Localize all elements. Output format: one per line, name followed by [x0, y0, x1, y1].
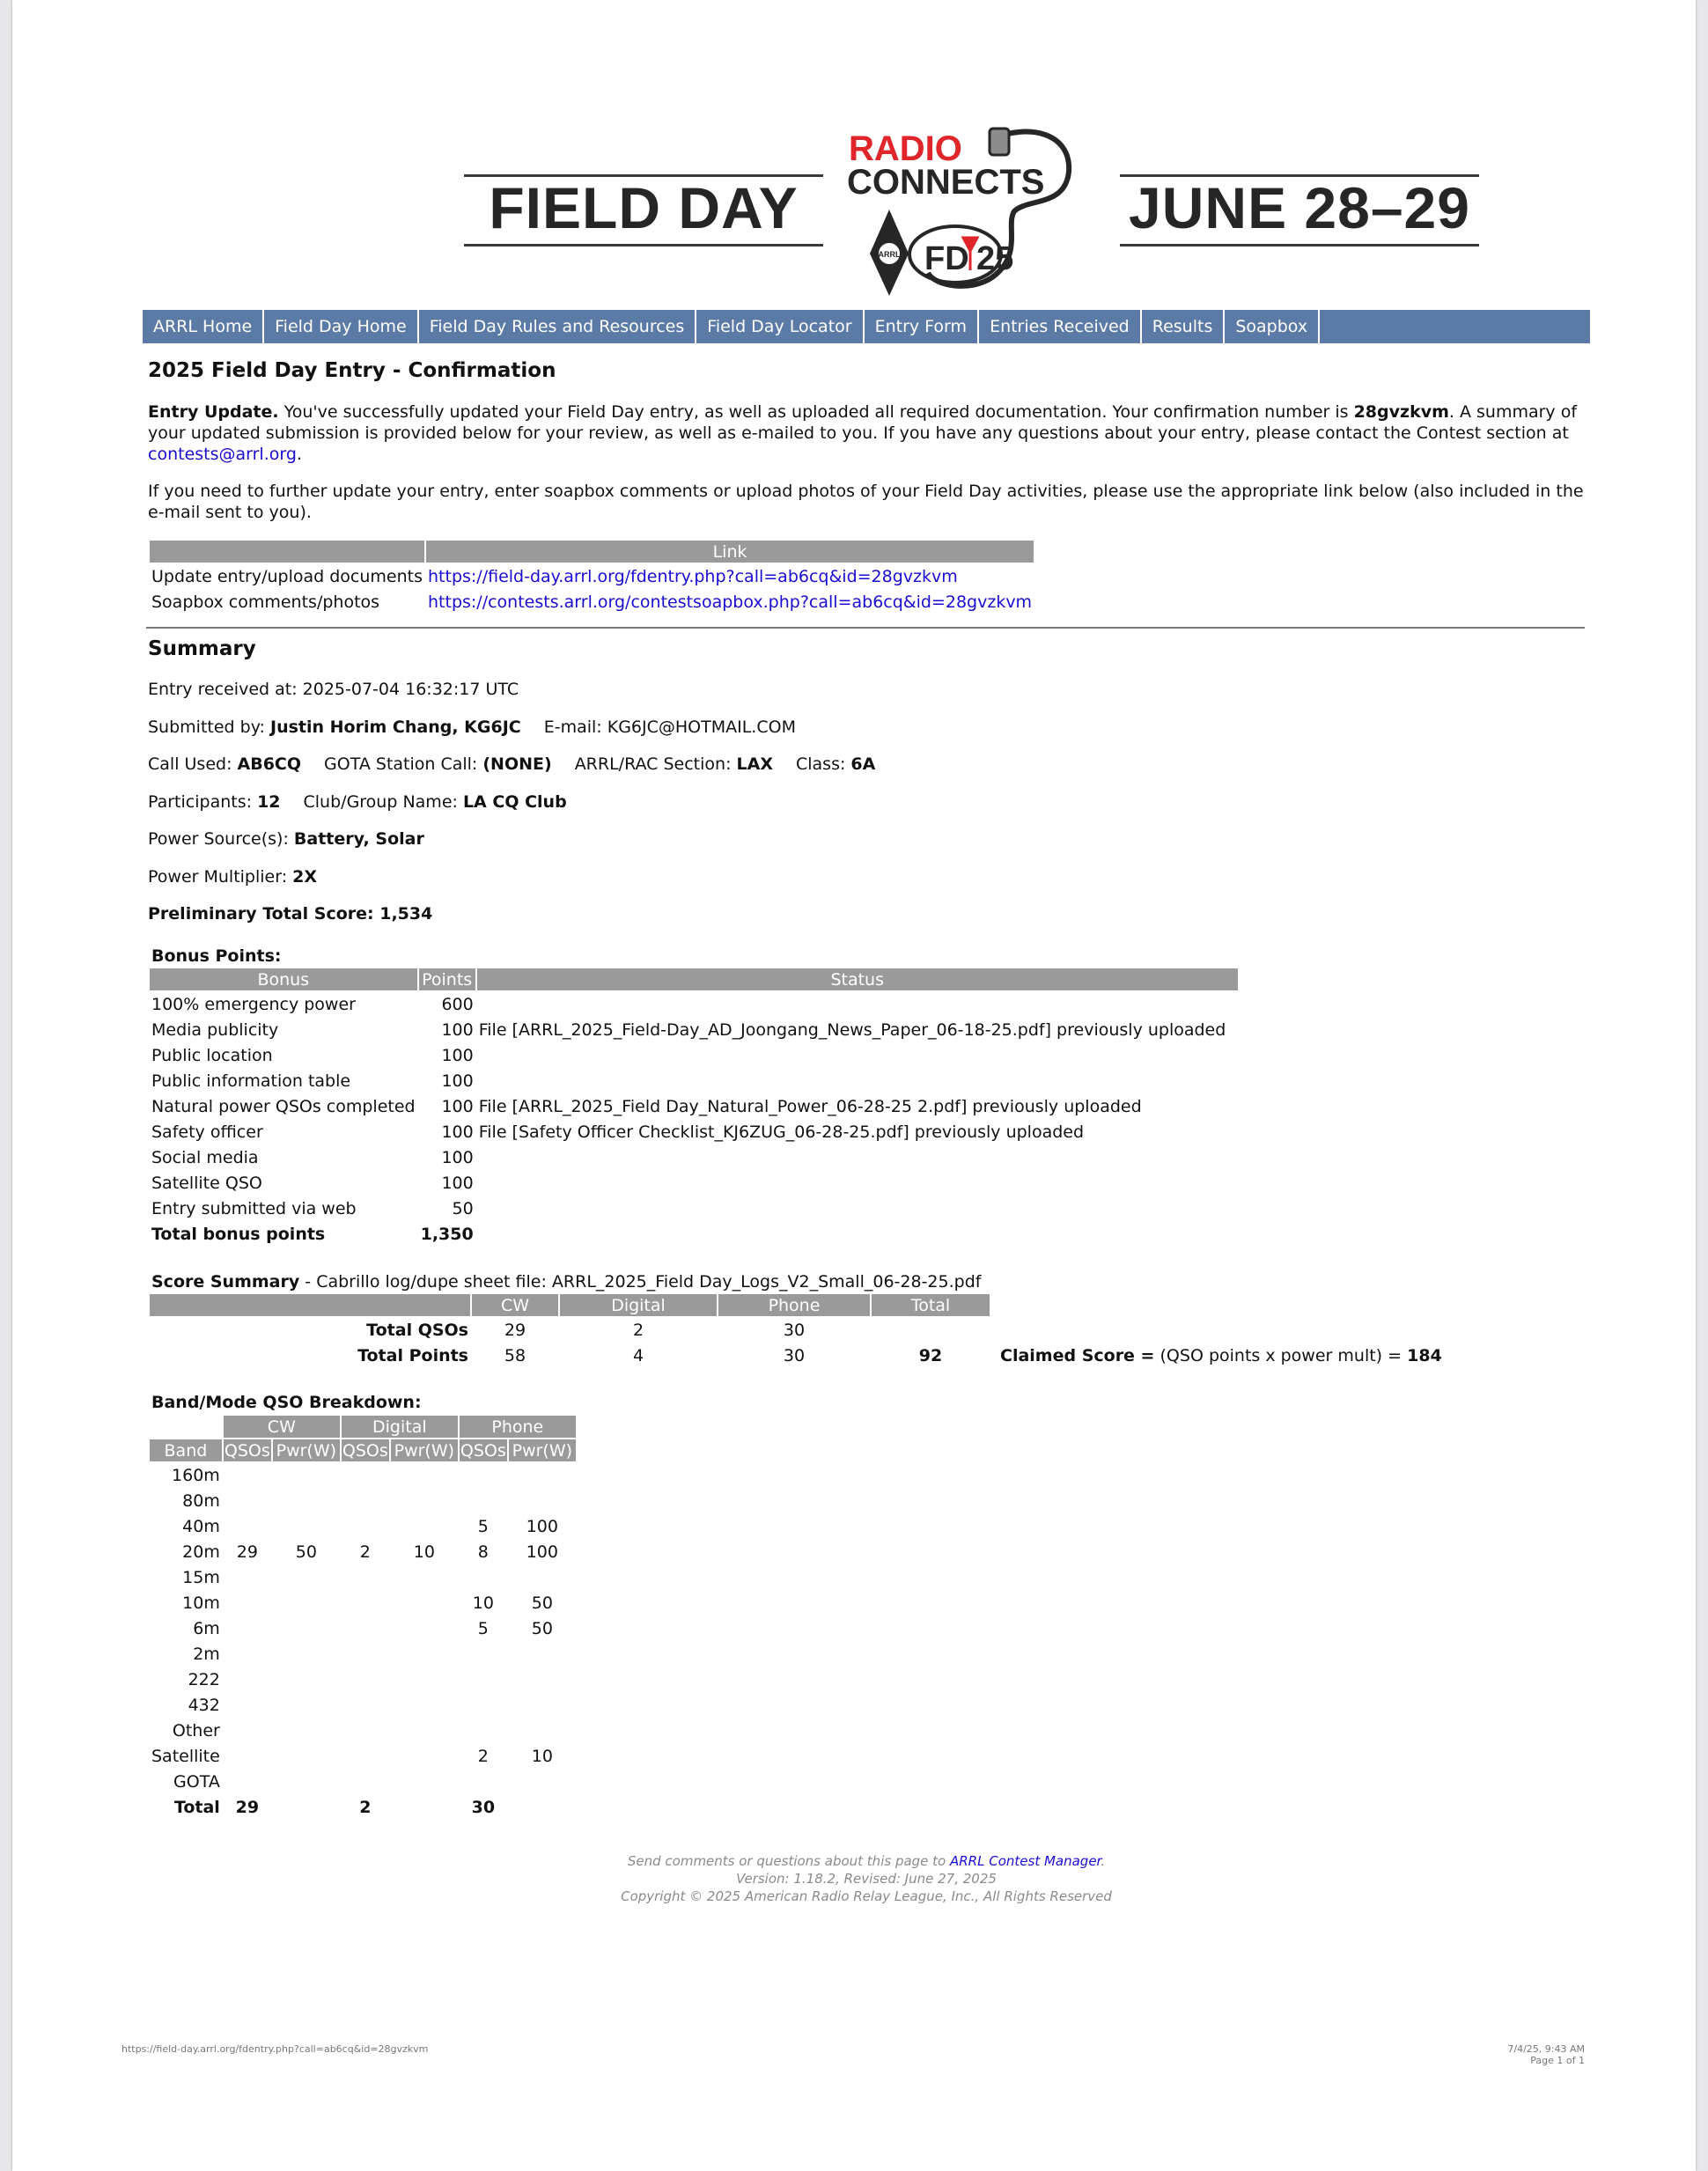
print-page-number: Page 1 of 1 [1530, 2055, 1585, 2066]
status-header: Status [477, 968, 1238, 990]
cw-header: CW [472, 1294, 558, 1316]
footer-version: Version: 1.18.2, Revised: June 27, 2025 [736, 1871, 997, 1887]
cell [273, 1693, 340, 1717]
print-url: https://field-day.arrl.org/fdentry.php?call=ab6cq&id=28gvzkvm [121, 2043, 429, 2055]
radio-connects-logo [838, 123, 1120, 299]
label: Entry received at: [148, 680, 303, 699]
band-header: Band [150, 1439, 222, 1461]
links-table [148, 539, 1035, 615]
cell [273, 1489, 340, 1512]
cell: 50 [295, 1542, 317, 1562]
phone-qsos: 30 [783, 1320, 806, 1340]
cell [391, 1489, 458, 1512]
link-label: Update entry/upload documents [151, 566, 423, 586]
bonus-status: File [ARRL_2025_Field Day_Natural_Power_06-28-25 2.pdf] previously uploaded [478, 1096, 1142, 1116]
cell [391, 1795, 458, 1819]
cell [342, 1667, 389, 1691]
logo-fd-text: FD [924, 240, 969, 277]
cell [224, 1693, 271, 1717]
band-mode-title: Band/Mode QSO Breakdown: [151, 1393, 422, 1412]
pwr-header: Pwr(W) [273, 1439, 340, 1461]
table-row [150, 590, 1034, 614]
cell [342, 1744, 389, 1768]
intro-paragraph [148, 401, 1585, 465]
qsos-header: QSOs [224, 1440, 270, 1461]
intro-paragraph-2: If you need to further update your entry, enter soapbox comments or upload photos of your Field Day activities, please use the appropriate link below (also included in the e-mail sent to you). [148, 482, 1584, 522]
band-cell: Other [172, 1720, 220, 1740]
bonus-status [477, 992, 1238, 1016]
cell [509, 1693, 576, 1717]
digital-points: 4 [632, 1345, 644, 1365]
cw-points: 58 [504, 1345, 526, 1365]
cell [342, 1718, 389, 1742]
cell: 8 [477, 1542, 489, 1562]
print-date-text: 7/4/25, 9:43 AM [1507, 2043, 1585, 2055]
cell: 5 [477, 1618, 489, 1638]
power-source-line [148, 829, 424, 849]
cell [509, 1770, 576, 1793]
label: Club/Group Name: [303, 792, 463, 812]
bonus-status [477, 1171, 1238, 1195]
digital-header: Digital [560, 1294, 717, 1316]
update-entry-link[interactable]: https://field-day.arrl.org/fdentry.php?call=ab6cq&id=28gvzkvm [428, 566, 958, 586]
score-summary-title [151, 1272, 981, 1292]
label: Participants: [148, 792, 258, 812]
score-summary-label: Score Summary [151, 1272, 300, 1292]
power-multiplier-value: 2X [292, 867, 318, 887]
label: E-mail: [543, 718, 607, 737]
table-row [150, 1120, 1238, 1144]
table-row [150, 1642, 576, 1666]
bonus-points: 600 [441, 994, 474, 1014]
table-row [150, 1343, 1453, 1367]
cell [509, 1463, 576, 1487]
bonus-name: Public information table [151, 1071, 351, 1091]
band-cell: GOTA [173, 1771, 220, 1792]
bonus-name: Satellite QSO [151, 1173, 262, 1193]
cell [273, 1770, 340, 1793]
summary-title: Summary [148, 637, 256, 660]
cell [273, 1591, 340, 1615]
cell [224, 1514, 271, 1538]
cell: 10 [413, 1542, 435, 1562]
submitter-email-value: KG6JC@HOTMAIL.COM [607, 718, 796, 737]
label: Call Used: [148, 754, 238, 774]
qsos-header: QSOs [342, 1440, 388, 1461]
band-cell: 222 [188, 1669, 220, 1689]
cell [342, 1616, 389, 1640]
cell [224, 1718, 271, 1742]
bonus-table [148, 967, 1240, 1247]
cell [391, 1667, 458, 1691]
score-table [148, 1292, 1454, 1369]
cell [342, 1642, 389, 1666]
bonus-name: Social media [151, 1147, 259, 1167]
cell [391, 1744, 458, 1768]
claimed-score [991, 1343, 1453, 1367]
bonus-name: Media publicity [151, 1019, 279, 1040]
cell [224, 1642, 271, 1666]
cell [391, 1565, 458, 1589]
table-row [150, 1591, 576, 1615]
gota-call-value: (NONE) [482, 754, 552, 774]
cell: 50 [531, 1618, 553, 1638]
bonus-points: 100 [441, 1071, 474, 1091]
bonus-points: 50 [452, 1198, 474, 1218]
table-row [150, 564, 1034, 588]
cell [342, 1489, 389, 1512]
cell [509, 1642, 576, 1666]
label: Submitted by: [148, 718, 271, 737]
intro-text: You've successfully updated your Field Day entry, as well as uploaded all required documentation. Your confirmation number is [278, 402, 1354, 422]
nav-field-day-locator[interactable]: Field Day Locator [696, 310, 864, 343]
banner-left-text: FIELD DAY [489, 175, 799, 240]
cell [342, 1591, 389, 1615]
table-row [150, 1540, 576, 1564]
footer-text: Send comments or questions about this page to [627, 1853, 950, 1869]
label: Power Source(s): [148, 829, 294, 849]
bonus-total-row [150, 1222, 1238, 1246]
page-footer [143, 1852, 1590, 1905]
cw-group-header: CW [224, 1416, 340, 1438]
submitted-by-line [148, 718, 796, 737]
bonus-header: Bonus [150, 968, 417, 990]
cell [509, 1718, 576, 1742]
bonus-points: 100 [441, 1045, 474, 1065]
cell [460, 1642, 507, 1666]
submitted-by-value: Justin Horim Chang, KG6JC [270, 718, 521, 737]
pwr-header: Pwr(W) [391, 1439, 458, 1461]
band-cell: 6m [193, 1618, 220, 1638]
participants-line [148, 792, 567, 812]
footer-line-1 [143, 1852, 1590, 1870]
cell [342, 1770, 389, 1793]
cell [273, 1667, 340, 1691]
band-cell: 2m [193, 1644, 220, 1664]
bonus-status [477, 1043, 1238, 1067]
total-points-label: Total Points [357, 1345, 468, 1365]
cell [391, 1616, 458, 1640]
cell [460, 1770, 507, 1793]
bonus-name: Natural power QSOs completed [151, 1096, 416, 1116]
claimed-score-text: (QSO points x power mult) = [1154, 1345, 1408, 1365]
band-cell: 160m [172, 1465, 220, 1485]
bonus-points: 100 [441, 1096, 474, 1116]
cell [460, 1718, 507, 1742]
footer-text: . [1101, 1853, 1106, 1869]
points-header: Points [419, 968, 475, 990]
bonus-name: Public location [151, 1045, 273, 1065]
bonus-status [477, 1069, 1238, 1093]
main-nav [143, 310, 1590, 343]
cell [391, 1693, 458, 1717]
preliminary-score: Preliminary Total Score: 1,534 [148, 904, 433, 924]
score-header-blank [150, 1294, 470, 1316]
cell [391, 1770, 458, 1793]
cell [273, 1463, 340, 1487]
table-row [150, 1489, 576, 1512]
cell [224, 1463, 271, 1487]
table-row [150, 1718, 576, 1742]
banner-rule [1120, 244, 1479, 247]
cell: 2 [477, 1746, 489, 1766]
nav-field-day-home[interactable]: Field Day Home [264, 310, 419, 343]
phone-points: 30 [783, 1345, 806, 1365]
page-title: 2025 Field Day Entry - Confirmation [148, 359, 556, 382]
cell: 5 [477, 1516, 489, 1536]
cell [224, 1744, 271, 1768]
label: Power Multiplier: [148, 867, 293, 887]
band-cell: 15m [182, 1567, 220, 1587]
banner-date-text: JUNE 28–29 [1129, 175, 1470, 240]
table-row [150, 1514, 576, 1538]
label: ARRL/RAC Section: [574, 754, 737, 774]
section-value: LAX [736, 754, 773, 774]
cell [342, 1565, 389, 1589]
bonus-title: Bonus Points: [151, 946, 282, 966]
banner-rule [464, 244, 823, 247]
bonus-total-label: Total bonus points [151, 1224, 326, 1244]
cell [509, 1565, 576, 1589]
qsos-header: QSOs [460, 1440, 506, 1461]
claimed-score-value: 184 [1407, 1345, 1442, 1365]
cell [391, 1642, 458, 1666]
band-cell: 40m [182, 1516, 220, 1536]
cell [224, 1591, 271, 1615]
bonus-points: 100 [441, 1173, 474, 1193]
entry-received-line [148, 680, 519, 699]
claimed-score-label: Claimed Score = [1000, 1345, 1155, 1365]
cell [460, 1667, 507, 1691]
footer-copyright: Copyright © 2025 American Radio Relay League, Inc., All Rights Reserved [621, 1888, 1112, 1904]
digital-group-header: Digital [342, 1416, 458, 1438]
table-row [150, 1693, 576, 1717]
bonus-status: File [ARRL_2025_Field-Day_AD_Joongang_News_Paper_06-18-25.pdf] previously uploaded [478, 1019, 1226, 1040]
print-date [1507, 2043, 1585, 2066]
links-table-header: Link [426, 541, 1034, 563]
cell [224, 1565, 271, 1589]
table-row [150, 1463, 576, 1487]
label: Class: [795, 754, 851, 774]
power-multiplier-line [148, 867, 317, 887]
cabrillo-file-text: - Cabrillo log/dupe sheet file: ARRL_2025_Field Day_Logs_V2_Small_06-28-25.pdf [299, 1272, 982, 1292]
call-info-line [148, 754, 875, 774]
intro-text: . A summary of your updated submission is provided below for your review, as well as e-mailed to you. If you have any questions about your entry, please contact the Contest section at [148, 402, 1578, 443]
cell [273, 1795, 340, 1819]
intro-lead: Entry Update. [148, 402, 279, 422]
pwr-header: Pwr(W) [509, 1439, 576, 1461]
band-cell: 20m [182, 1542, 220, 1562]
cell [273, 1565, 340, 1589]
table-row [150, 992, 1238, 1016]
bonus-status [477, 1145, 1238, 1169]
band-cell: Satellite [151, 1746, 220, 1766]
cell [509, 1489, 576, 1512]
cell: 29 [236, 1542, 258, 1562]
phone-group-header: Phone [460, 1416, 576, 1438]
band-total-label: Total [173, 1797, 220, 1817]
bonus-points: 100 [441, 1019, 474, 1040]
cell [273, 1718, 340, 1742]
cell: 100 [526, 1516, 558, 1536]
cell: 50 [531, 1593, 553, 1613]
table-row [150, 1069, 1238, 1093]
total-header: Total [872, 1294, 990, 1316]
phone-header: Phone [718, 1294, 870, 1316]
table-row [150, 1616, 576, 1640]
cell [342, 1463, 389, 1487]
table-row [150, 1744, 576, 1768]
link-label: Soapbox comments/photos [151, 592, 380, 612]
cell [273, 1642, 340, 1666]
cell [224, 1667, 271, 1691]
cell [342, 1514, 389, 1538]
nav-results[interactable]: Results [1142, 310, 1226, 343]
nav-entries-received[interactable]: Entries Received [979, 310, 1142, 343]
band-total-row [150, 1795, 576, 1819]
cell [391, 1463, 458, 1487]
cell: 10 [472, 1593, 494, 1613]
class-value: 6A [850, 754, 876, 774]
cell [460, 1489, 507, 1512]
cell [460, 1565, 507, 1589]
cell [509, 1667, 576, 1691]
digital-qsos: 2 [632, 1320, 644, 1340]
club-name-value: LA CQ Club [462, 792, 567, 812]
total-points: 92 [918, 1345, 943, 1365]
cell: 29 [235, 1797, 260, 1817]
cell [273, 1514, 340, 1538]
band-mode-table [148, 1414, 578, 1821]
cell [342, 1693, 389, 1717]
cw-qsos: 29 [504, 1320, 526, 1340]
divider [146, 627, 1585, 629]
nav-soapbox[interactable]: Soapbox [1225, 310, 1320, 343]
band-cell: 80m [182, 1490, 220, 1511]
table-row [150, 1318, 1453, 1342]
cell: 2 [359, 1797, 372, 1817]
contest-email-link[interactable]: contests@arrl.org [148, 445, 297, 464]
cell [391, 1718, 458, 1742]
cell: 30 [471, 1797, 496, 1817]
entry-received-value: 2025-07-04 16:32:17 UTC [302, 680, 519, 699]
nav-arrl-home[interactable]: ARRL Home [143, 310, 264, 343]
cell: 10 [531, 1746, 553, 1766]
table-row [150, 1171, 1238, 1195]
label: GOTA Station Call: [324, 754, 483, 774]
cell [460, 1463, 507, 1487]
cell: 2 [359, 1542, 371, 1562]
arrl-emblem-text: ARRL [878, 250, 901, 259]
bonus-name: Safety officer [151, 1122, 263, 1142]
cell [224, 1616, 271, 1640]
table-row [150, 1565, 576, 1589]
table-row [150, 1196, 1238, 1220]
table-row [150, 1094, 1238, 1118]
total-qsos-label: Total QSOs [366, 1320, 468, 1340]
soapbox-link[interactable]: https://contests.arrl.org/contestsoapbox.php?call=ab6cq&id=28gvzkvm [428, 592, 1033, 612]
cell [509, 1795, 576, 1819]
cell [224, 1489, 271, 1512]
cell [391, 1514, 458, 1538]
table-row [150, 1145, 1238, 1169]
links-table-header-blank [150, 541, 424, 563]
bonus-status [477, 1196, 1238, 1220]
cell [460, 1693, 507, 1717]
bonus-status: File [Safety Officer Checklist_KJ6ZUG_06-28-25.pdf] previously uploaded [478, 1122, 1085, 1142]
cell [391, 1591, 458, 1615]
band-cell: 432 [188, 1695, 220, 1715]
intro-text-end: . [296, 445, 302, 464]
table-row [150, 1667, 576, 1691]
bonus-points: 100 [441, 1122, 474, 1142]
cell [273, 1744, 340, 1768]
connector-icon [990, 129, 1009, 155]
logo-25-text: 25 [976, 240, 1014, 277]
bonus-total-value: 1,350 [420, 1224, 474, 1244]
logo-connects-text: CONNECTS [847, 163, 1045, 202]
contest-manager-link[interactable]: ARRL Contest Manager [950, 1853, 1101, 1869]
confirmation-number: 28gvzkvm [1353, 402, 1449, 422]
participants-value: 12 [257, 792, 281, 812]
table-row [150, 1043, 1238, 1067]
table-row [150, 1018, 1238, 1041]
document-page [12, 0, 1696, 2171]
cell: 100 [526, 1542, 558, 1562]
bonus-name: Entry submitted via web [151, 1198, 357, 1218]
band-cell: 10m [182, 1593, 220, 1613]
field-day-banner [464, 123, 1485, 299]
cell [224, 1770, 271, 1793]
bonus-name: 100% emergency power [151, 994, 356, 1014]
table-row [150, 1770, 576, 1793]
nav-rules-resources[interactable]: Field Day Rules and Resources [419, 310, 697, 343]
cell [273, 1616, 340, 1640]
nav-entry-form[interactable]: Entry Form [865, 310, 979, 343]
call-used-value: AB6CQ [237, 754, 302, 774]
bonus-points: 100 [441, 1147, 474, 1167]
logo-radio-text: RADIO [849, 129, 962, 168]
power-source-value: Battery, Solar [293, 829, 424, 849]
